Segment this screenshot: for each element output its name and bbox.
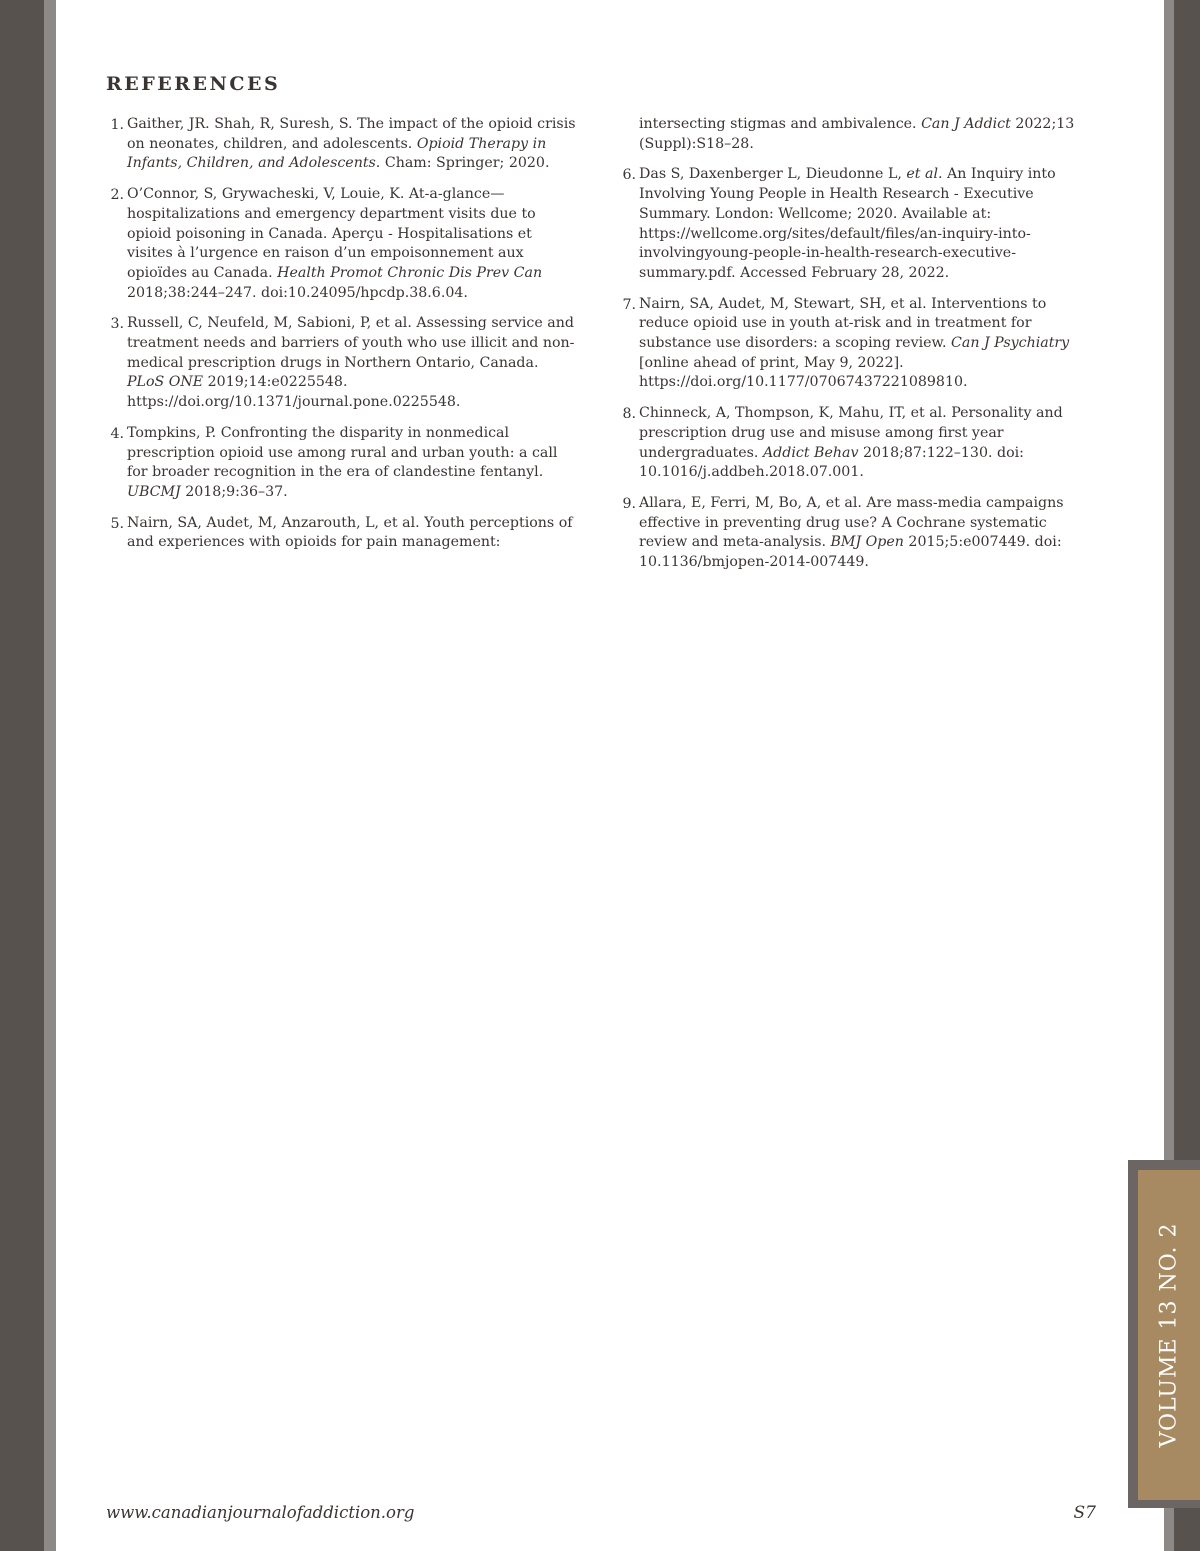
reference-item	[618, 494, 1092, 573]
reference-number: 3.	[110, 316, 124, 333]
reference-text	[127, 424, 580, 503]
reference-text-segment: 2019;14:e0225548. https://doi.org/10.1371/journal.pone.0225548.	[127, 374, 461, 411]
reference-item	[618, 295, 1092, 394]
left-page-border	[0, 0, 44, 1551]
volume-label: VOLUME 13 NO. 2	[1156, 1222, 1182, 1448]
reference-text	[639, 115, 1092, 154]
reference-text-segment: An Inquiry into Involving Young People in Health Research - Executive Summary. London: Wellcome; 2020. Available at: https://wellcome.org/sites/default/files/an-inquiry-into-involvingyoung-people-in-health-research-executive-summary.pdf. Accessed February 28, 2022.	[639, 166, 1056, 281]
reference-number: 9.	[622, 495, 636, 512]
references-heading: REFERENCES	[106, 73, 281, 95]
reference-text-segment: [online ahead of print, May 9, 2022]. https://doi.org/10.1177/07067437221089810.	[639, 354, 968, 391]
reference-text	[127, 185, 580, 303]
reference-number: 7.	[622, 296, 636, 313]
reference-text-segment: Cham: Springer; 2020.	[380, 155, 550, 172]
reference-text	[127, 115, 580, 174]
reference-item	[618, 115, 1092, 154]
reference-text-segment: Gaither, JR. Shah, R, Suresh, S. The impact of the opioid crisis on neonates, children, and adolescents.	[127, 116, 576, 152]
reference-number: 5.	[110, 515, 124, 532]
reference-text-segment: 2018;38:244–247. doi:10.24095/hpcdp.38.6.04.	[127, 284, 468, 301]
reference-item	[106, 115, 580, 174]
reference-source-title: Health Promot Chronic Dis Prev Can	[277, 264, 543, 281]
reference-number: 1.	[110, 117, 124, 133]
reference-number: 2.	[110, 187, 124, 204]
reference-item	[618, 165, 1092, 283]
reference-number: 6.	[622, 167, 636, 184]
reference-text	[127, 314, 580, 413]
references-column-right	[618, 115, 1092, 584]
reference-text-segment: Nairn, SA, Audet, M, Anzarouth, L, et al. Youth perceptions of and experiences with opioids for pain management:	[127, 514, 573, 551]
document-page	[56, 0, 1164, 1551]
reference-text-segment: Das S, Daxenberger L, Dieudonne L,	[639, 166, 907, 183]
reference-source-title: Can J Addict	[921, 116, 1011, 132]
reference-source-title: et al.	[906, 166, 943, 183]
reference-text	[639, 404, 1092, 483]
reference-item	[106, 314, 580, 413]
reference-text-segment: Tompkins, P. Confronting the disparity in nonmedical prescription opioid use among rural and urban youth: a call for broader recognition in the era of clandestine fentanyl.	[127, 424, 558, 481]
reference-text-segment: 2022;13 (Suppl):S18–28.	[639, 116, 1075, 152]
reference-text-segment: Chinneck, A, Thompson, K, Mahu, IT, et al. Personality and prescription drug use and misuse among first year undergraduates.	[639, 405, 1063, 461]
reference-item	[106, 424, 580, 503]
reference-source-title: UBCMJ	[127, 483, 181, 500]
page-number: S7	[1073, 1503, 1096, 1523]
journal-url[interactable]: www.canadianjournalofaddiction.org	[106, 1503, 415, 1522]
reference-text	[639, 295, 1092, 394]
reference-source-title: Opioid Therapy in Infants, Children, and Adolescents.	[127, 135, 547, 172]
reference-source-title: Can J Psychiatry	[951, 335, 1070, 352]
reference-item	[106, 185, 580, 303]
reference-text	[639, 494, 1092, 573]
references-column-left	[106, 115, 580, 564]
reference-text-segment: 2018;87:122–130. doi: 10.1016/j.addbeh.2018.07.001.	[639, 444, 1024, 481]
left-page-edge	[44, 0, 56, 1551]
reference-text-segment: Russell, C, Neufeld, M, Sabioni, P, et al. Assessing service and treatment needs and barriers of youth who use illicit and non-medical prescription drugs in Northern Ontario, Canada.	[127, 315, 575, 371]
reference-text-segment: Allara, E, Ferri, M, Bo, A, et al. Are mass-media campaigns effective in preventing drug use? A Cochrane systematic review and meta-analysis.	[639, 494, 1064, 551]
reference-item	[618, 404, 1092, 483]
reference-source-title: BMJ Open	[830, 534, 904, 551]
reference-text-segment: O’Connor, S, Grywacheski, V, Louie, K. At-a-glance—hospitalizations and emergency department visits due to opioid poisoning in Canada. Aperçu - Hospitalisations et visites à l’urgence en raison d’un empoisonnement aux opioïdes au Canada.	[127, 186, 536, 281]
reference-text	[639, 165, 1092, 283]
reference-text	[127, 514, 580, 553]
reference-text-segment: intersecting stigmas and ambivalence.	[639, 116, 922, 132]
reference-source-title: Addict Behav	[762, 444, 859, 461]
reference-number: 8.	[622, 406, 636, 423]
reference-number: 4.	[110, 425, 124, 442]
reference-text-segment: Nairn, SA, Audet, M, Stewart, SH, et al. Interventions to reduce opioid use in youth at-risk and in treatment for substance use disorders: a scoping review.	[639, 295, 1047, 352]
reference-item	[106, 514, 580, 553]
reference-source-title: PLoS ONE	[127, 374, 204, 391]
reference-text-segment: 2018;9:36–37.	[180, 483, 288, 500]
reference-text-segment: 2015;5:e007449. doi: 10.1136/bmjopen-2014-007449.	[639, 534, 1062, 571]
